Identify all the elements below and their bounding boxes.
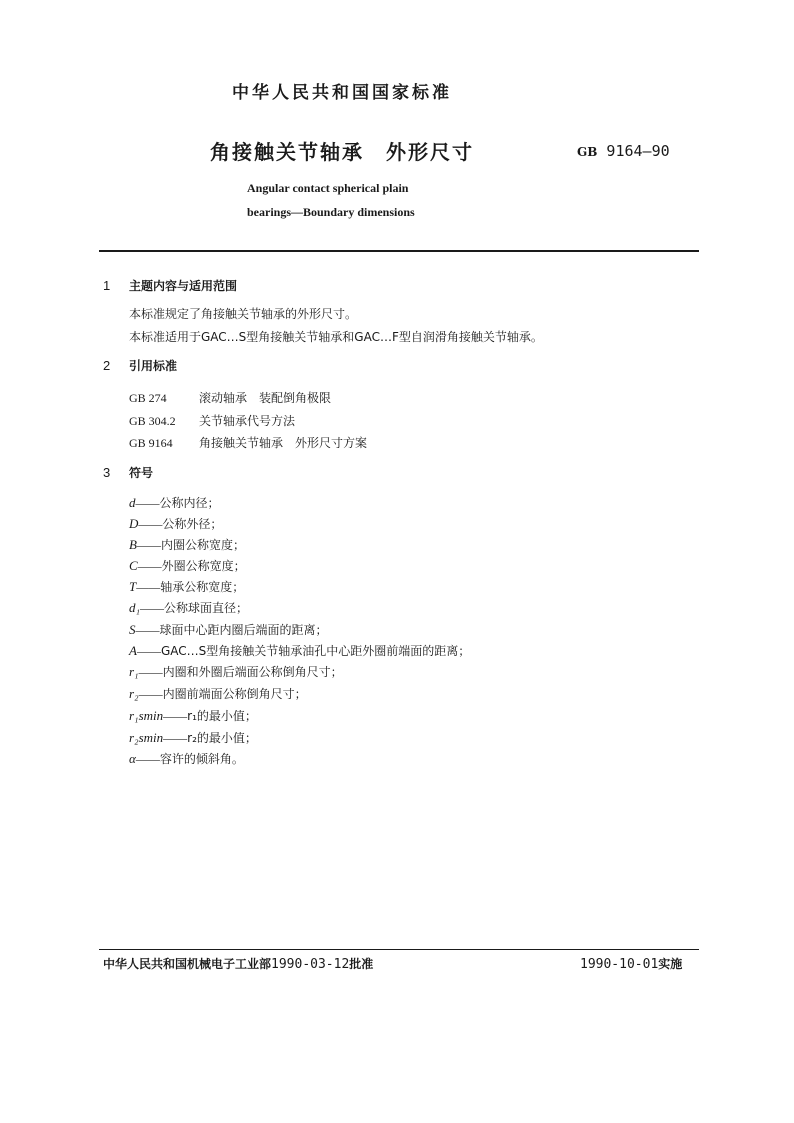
symbol-description: 公称球面直径； — [164, 601, 249, 615]
symbol: D — [129, 516, 139, 531]
symbol-description: 轴承公称宽度； — [160, 580, 245, 594]
section-1-paragraph-2: 本标准适用于GAC…S型角接触关节轴承和GAC…F型自润滑角接触关节轴承。 — [129, 330, 543, 344]
implementation-date: 1990-10-01 — [580, 957, 659, 972]
section-title: 引用标准 — [129, 359, 178, 373]
issuing-ministry: 中华人民共和国机械电子工业部 — [103, 957, 272, 971]
section-number: 1 — [103, 278, 111, 293]
reference-item — [129, 434, 367, 451]
symbol-definition: d——公称内径； — [129, 495, 220, 510]
reference-code: GB 304.2 — [129, 414, 176, 428]
section-number: 3 — [103, 465, 111, 480]
title-en-line2: bearings—Boundary dimensions — [247, 205, 415, 219]
symbol: r₁smin — [129, 708, 164, 723]
reference-item — [129, 412, 295, 429]
symbol-definition: C——外圈公称宽度； — [129, 558, 246, 573]
standard-title-cn: 角接触关节轴承 外形尺寸 — [210, 140, 474, 164]
approval-label: 批准 — [349, 957, 374, 971]
symbol-definition: r₁smin——r₁的最小值； — [129, 708, 257, 723]
symbol-description: 容许的倾斜角。 — [159, 752, 244, 766]
symbol-description: 内圈前端面公称倒角尺寸； — [162, 687, 307, 701]
symbol-description: 公称内径； — [159, 496, 220, 510]
symbol: T — [129, 579, 137, 594]
section-1-paragraph-1: 本标准规定了角接触关节轴承的外形尺寸。 — [129, 307, 358, 321]
symbol-definition: A——GAC…S型角接触关节轴承油孔中心距外圈前端面的距离； — [129, 643, 471, 658]
reference-code: GB 274 — [129, 391, 167, 405]
symbol-description: 球面中心距内圈后端面的距离； — [159, 623, 328, 637]
symbol: d — [129, 495, 136, 510]
symbol-definition: α——容许的倾斜角。 — [129, 751, 244, 766]
symbol: S — [129, 622, 136, 637]
symbol-description: 公称外径； — [162, 517, 223, 531]
symbol: r₂ — [129, 686, 139, 701]
symbol-definition: B——内圈公称宽度； — [129, 537, 245, 552]
section-3-heading — [103, 464, 153, 481]
symbol: d₁ — [129, 600, 141, 615]
standard-number — [577, 142, 670, 160]
symbol-description: 外圈公称宽度； — [161, 559, 246, 573]
reference-item — [129, 389, 331, 406]
reference-title: 滚动轴承 装配倒角极限 — [199, 391, 332, 405]
symbol-description: r₂的最小值； — [187, 731, 257, 745]
symbol-description: r₁的最小值； — [187, 709, 257, 723]
issuing-body-heading: 中华人民共和国国家标准 — [232, 83, 452, 103]
symbol-definition: S——球面中心距内圈后端面的距离； — [129, 622, 328, 637]
section-1-heading — [103, 277, 237, 294]
section-2-heading — [103, 357, 177, 374]
symbol-definition: d₁——公称球面直径； — [129, 600, 249, 615]
section-number: 2 — [103, 358, 111, 373]
symbol: r₂smin — [129, 730, 164, 745]
reference-code: GB 9164 — [129, 436, 173, 450]
symbol-description: GAC…S型角接触关节轴承油孔中心距外圈前端面的距离； — [160, 644, 471, 658]
approval-line — [103, 955, 373, 972]
reference-title: 关节轴承代号方法 — [199, 414, 296, 428]
symbol: r₁ — [129, 664, 139, 679]
symbol-description: 内圈公称宽度； — [160, 538, 245, 552]
symbol-definition: r₂smin——r₂的最小值； — [129, 730, 257, 745]
footer-divider — [99, 949, 699, 950]
symbol-definition: D——公称外径； — [129, 516, 223, 531]
symbol: A — [129, 643, 137, 658]
section-title: 主题内容与适用范围 — [129, 279, 238, 293]
implementation-label: 实施 — [658, 957, 683, 971]
symbol: C — [129, 558, 138, 573]
header-divider — [99, 250, 699, 252]
standard-title-en — [247, 176, 415, 224]
symbol-definition: r₂——内圈前端面公称倒角尺寸； — [129, 686, 307, 701]
implementation-line — [580, 955, 682, 972]
section-title: 符号 — [129, 466, 154, 480]
standard-prefix: GB — [577, 145, 598, 159]
approval-date: 1990-03-12 — [271, 957, 350, 972]
symbol: B — [129, 537, 137, 552]
standard-code: 9164—90 — [606, 142, 670, 160]
symbol-description: 内圈和外圈后端面公称倒角尺寸； — [162, 665, 343, 679]
title-en-line1: Angular contact spherical plain — [247, 181, 409, 195]
symbol-definition: T——轴承公称宽度； — [129, 579, 245, 594]
symbol-definition: r₁——内圈和外圈后端面公称倒角尺寸； — [129, 664, 343, 679]
reference-title: 角接触关节轴承 外形尺寸方案 — [199, 436, 368, 450]
symbol: α — [129, 751, 136, 766]
